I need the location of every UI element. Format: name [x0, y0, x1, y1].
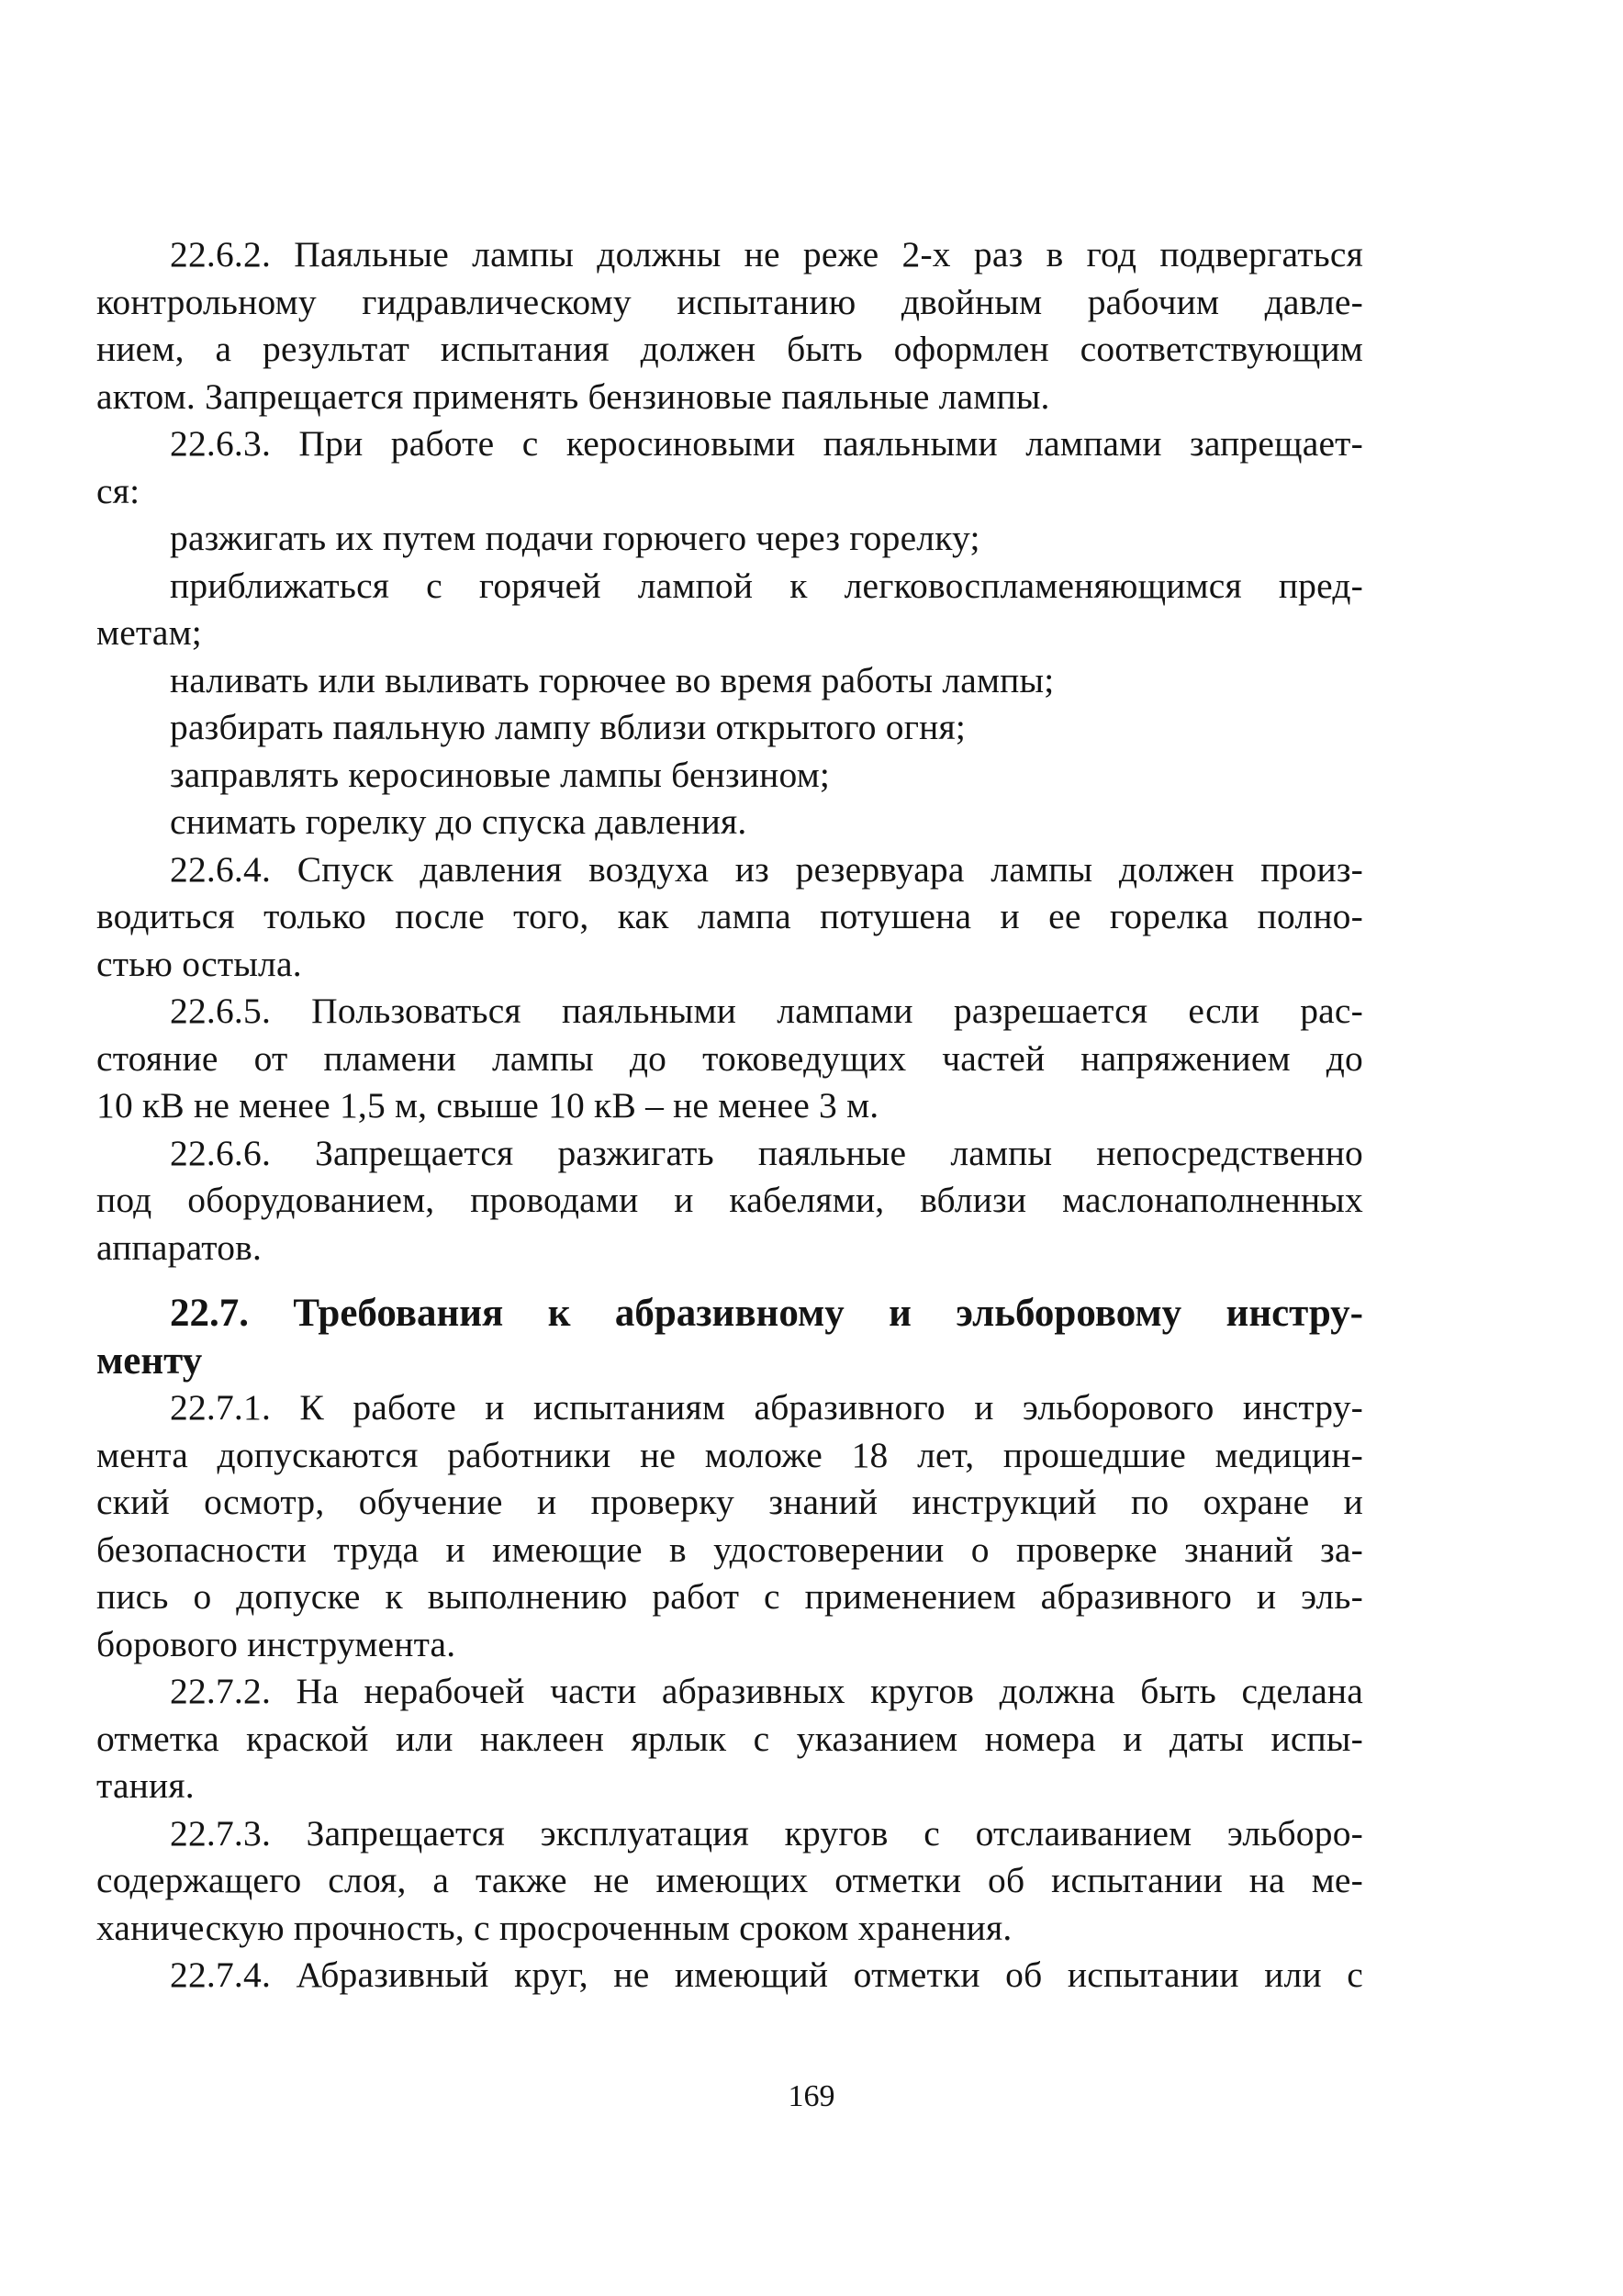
text-line: под оборудованием, проводами и кабелями, вблизи маслонаполненных: [96, 1180, 1363, 1220]
prohibitions-list: [96, 515, 1363, 846]
section-22-7-body: [96, 1384, 1363, 1999]
section-22-6-body: [96, 231, 1363, 1271]
section-heading-22-7: [96, 1290, 1363, 1385]
text-line: пись о допуске к выполнению работ с применением абразивного и эль-: [96, 1576, 1363, 1617]
list-item: разбирать паяльную лампу вблизи открытого огня;: [170, 707, 967, 747]
text-line: 22.7.1. К работе и испытаниям абразивного и эльборового инстру-: [170, 1387, 1363, 1428]
list-item: наливать или выливать горючее во время работы лампы;: [170, 659, 1055, 700]
text-line: 22.6.5. Пользоваться паяльными лампами разрешается если рас-: [170, 991, 1363, 1031]
text-line: аппаратов.: [96, 1226, 263, 1268]
paragraph-22-6-4: [96, 846, 1363, 989]
paragraph-22-7-2: [96, 1668, 1363, 1810]
text-line: борового инструмента.: [96, 1623, 456, 1664]
text-line: отметка краской или наклеен ярлык с указанием номера и даты испы-: [96, 1718, 1363, 1759]
text-line: 22.6.2. Паяльные лампы должны не реже 2-х раз в год подвергаться: [170, 234, 1363, 274]
text-line: ханическую прочность, с просроченным сроком хранения.: [96, 1907, 1013, 1948]
text-line: 22.6.4. Спуск давления воздуха из резервуара лампы должен произ-: [170, 848, 1363, 890]
text-line: мента допускаются работники не моложе 18 лет, прошедшие медицин-: [96, 1434, 1363, 1475]
paragraph-22-6-2: [96, 231, 1363, 420]
list-item: метам;: [96, 612, 202, 653]
paragraph-22-7-4: [96, 1952, 1363, 1999]
heading-line: 22.7. Требования к абразивному и эльборовому инстру-: [170, 1292, 1363, 1335]
paragraph-22-6-6: [96, 1130, 1363, 1272]
text-line: ся:: [96, 470, 140, 511]
text-line: стояние от пламени лампы до токоведущих частей напряжением до: [96, 1037, 1363, 1079]
text-line: безопасности труда и имеющие в удостоверении о проверке знаний за-: [96, 1529, 1363, 1570]
page-number: 169: [788, 2079, 835, 2113]
text-line: стью остыла.: [96, 943, 302, 984]
text-line: ский осмотр, обучение и проверку знаний инструкций по охране и: [96, 1482, 1363, 1522]
text-line: 22.7.2. На нерабочей части абразивных кругов должна быть сделана: [170, 1671, 1363, 1711]
list-item: заправлять керосиновые лампы бензином;: [170, 754, 831, 795]
text-line: 22.7.4. Абразивный круг, не имеющий отметки об испытании или с: [170, 1954, 1363, 1995]
heading-line: менту: [96, 1339, 203, 1383]
text-line: 22.6.6. Запрещается разжигать паяльные лампы непосредственно: [170, 1132, 1363, 1173]
text-line: актом. Запрещается применять бензиновые паяльные лампы.: [96, 375, 1050, 417]
paragraph-22-7-1: [96, 1384, 1363, 1668]
text-line: 22.6.3. При работе с керосиновыми паяльными лампами запрещает-: [170, 423, 1363, 464]
list-item: приближаться с горячей лампой к легковоспламеняющимся пред-: [170, 565, 1363, 606]
list-item: снимать горелку до спуска давления.: [170, 801, 747, 842]
text-line: 22.7.3. Запрещается эксплуатация кругов с отслаиванием эльборо-: [170, 1812, 1363, 1854]
text-line: содержащего слоя, а также не имеющих отметки об испытании на ме-: [96, 1860, 1363, 1900]
text-line: нием, а результат испытания должен быть оформлен соответствующим: [96, 329, 1363, 369]
list-item: разжигать их путем подачи горючего через горелку;: [170, 518, 980, 558]
text-line: 10 кВ не менее 1,5 м, свыше 10 кВ – не менее 3 м.: [96, 1085, 879, 1126]
text-line: контрольному гидравлическому испытанию двойным рабочим давле-: [96, 281, 1363, 322]
paragraph-22-6-3: [96, 420, 1363, 515]
text-line: водиться только после того, как лампа потушена и ее горелка полно-: [96, 896, 1363, 936]
text-line: тания.: [96, 1765, 195, 1806]
paragraph-22-6-5: [96, 988, 1363, 1130]
paragraph-22-7-3: [96, 1810, 1363, 1953]
